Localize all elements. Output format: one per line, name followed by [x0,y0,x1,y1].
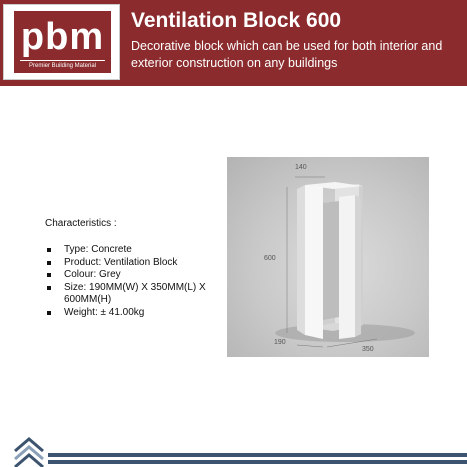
footer-line [48,453,467,457]
dimension-length: 350 [362,346,374,353]
footer-line [48,460,467,464]
list-item [45,257,225,270]
bullet-icon [47,286,51,290]
page-title: Ventilation Block 600 [131,9,342,32]
bullet-icon [47,311,51,315]
list-item [45,282,225,307]
chevron-up-icon [12,436,46,467]
spec-product: Product: Ventilation Block [64,256,178,268]
list-item [45,307,225,320]
list-item [45,269,225,282]
spec-colour: Colour: Grey [64,269,121,280]
characteristics-heading: Characteristics : [45,218,117,229]
dimension-height: 600 [264,255,276,262]
footer-decoration [0,436,467,467]
logo-subtext: Premier Building Material [28,63,97,69]
spec-weight: Weight: ± 41.00kg [64,306,145,318]
pbm-logo [3,4,120,80]
header-banner [0,0,467,86]
logo-divider [20,60,105,61]
bullet-icon [47,248,51,252]
bullet-icon [47,273,51,277]
spec-size: Size: 190MM(W) X 350MM(L) X 600MM(H) [64,281,206,305]
product-image [227,157,429,357]
logo-mark [14,11,111,73]
spec-type: Type: Concrete [64,244,132,255]
dimension-top: 140 [295,164,307,171]
page-subtitle: Decorative block which can be used for both interior and exterior construction on any buildings [131,39,443,70]
bullet-icon [47,261,51,265]
list-item [45,244,225,257]
ventilation-block-drawing [227,157,429,357]
dimension-width: 190 [274,339,286,346]
characteristics-list [45,244,225,319]
logo-text: pbm [20,16,105,58]
